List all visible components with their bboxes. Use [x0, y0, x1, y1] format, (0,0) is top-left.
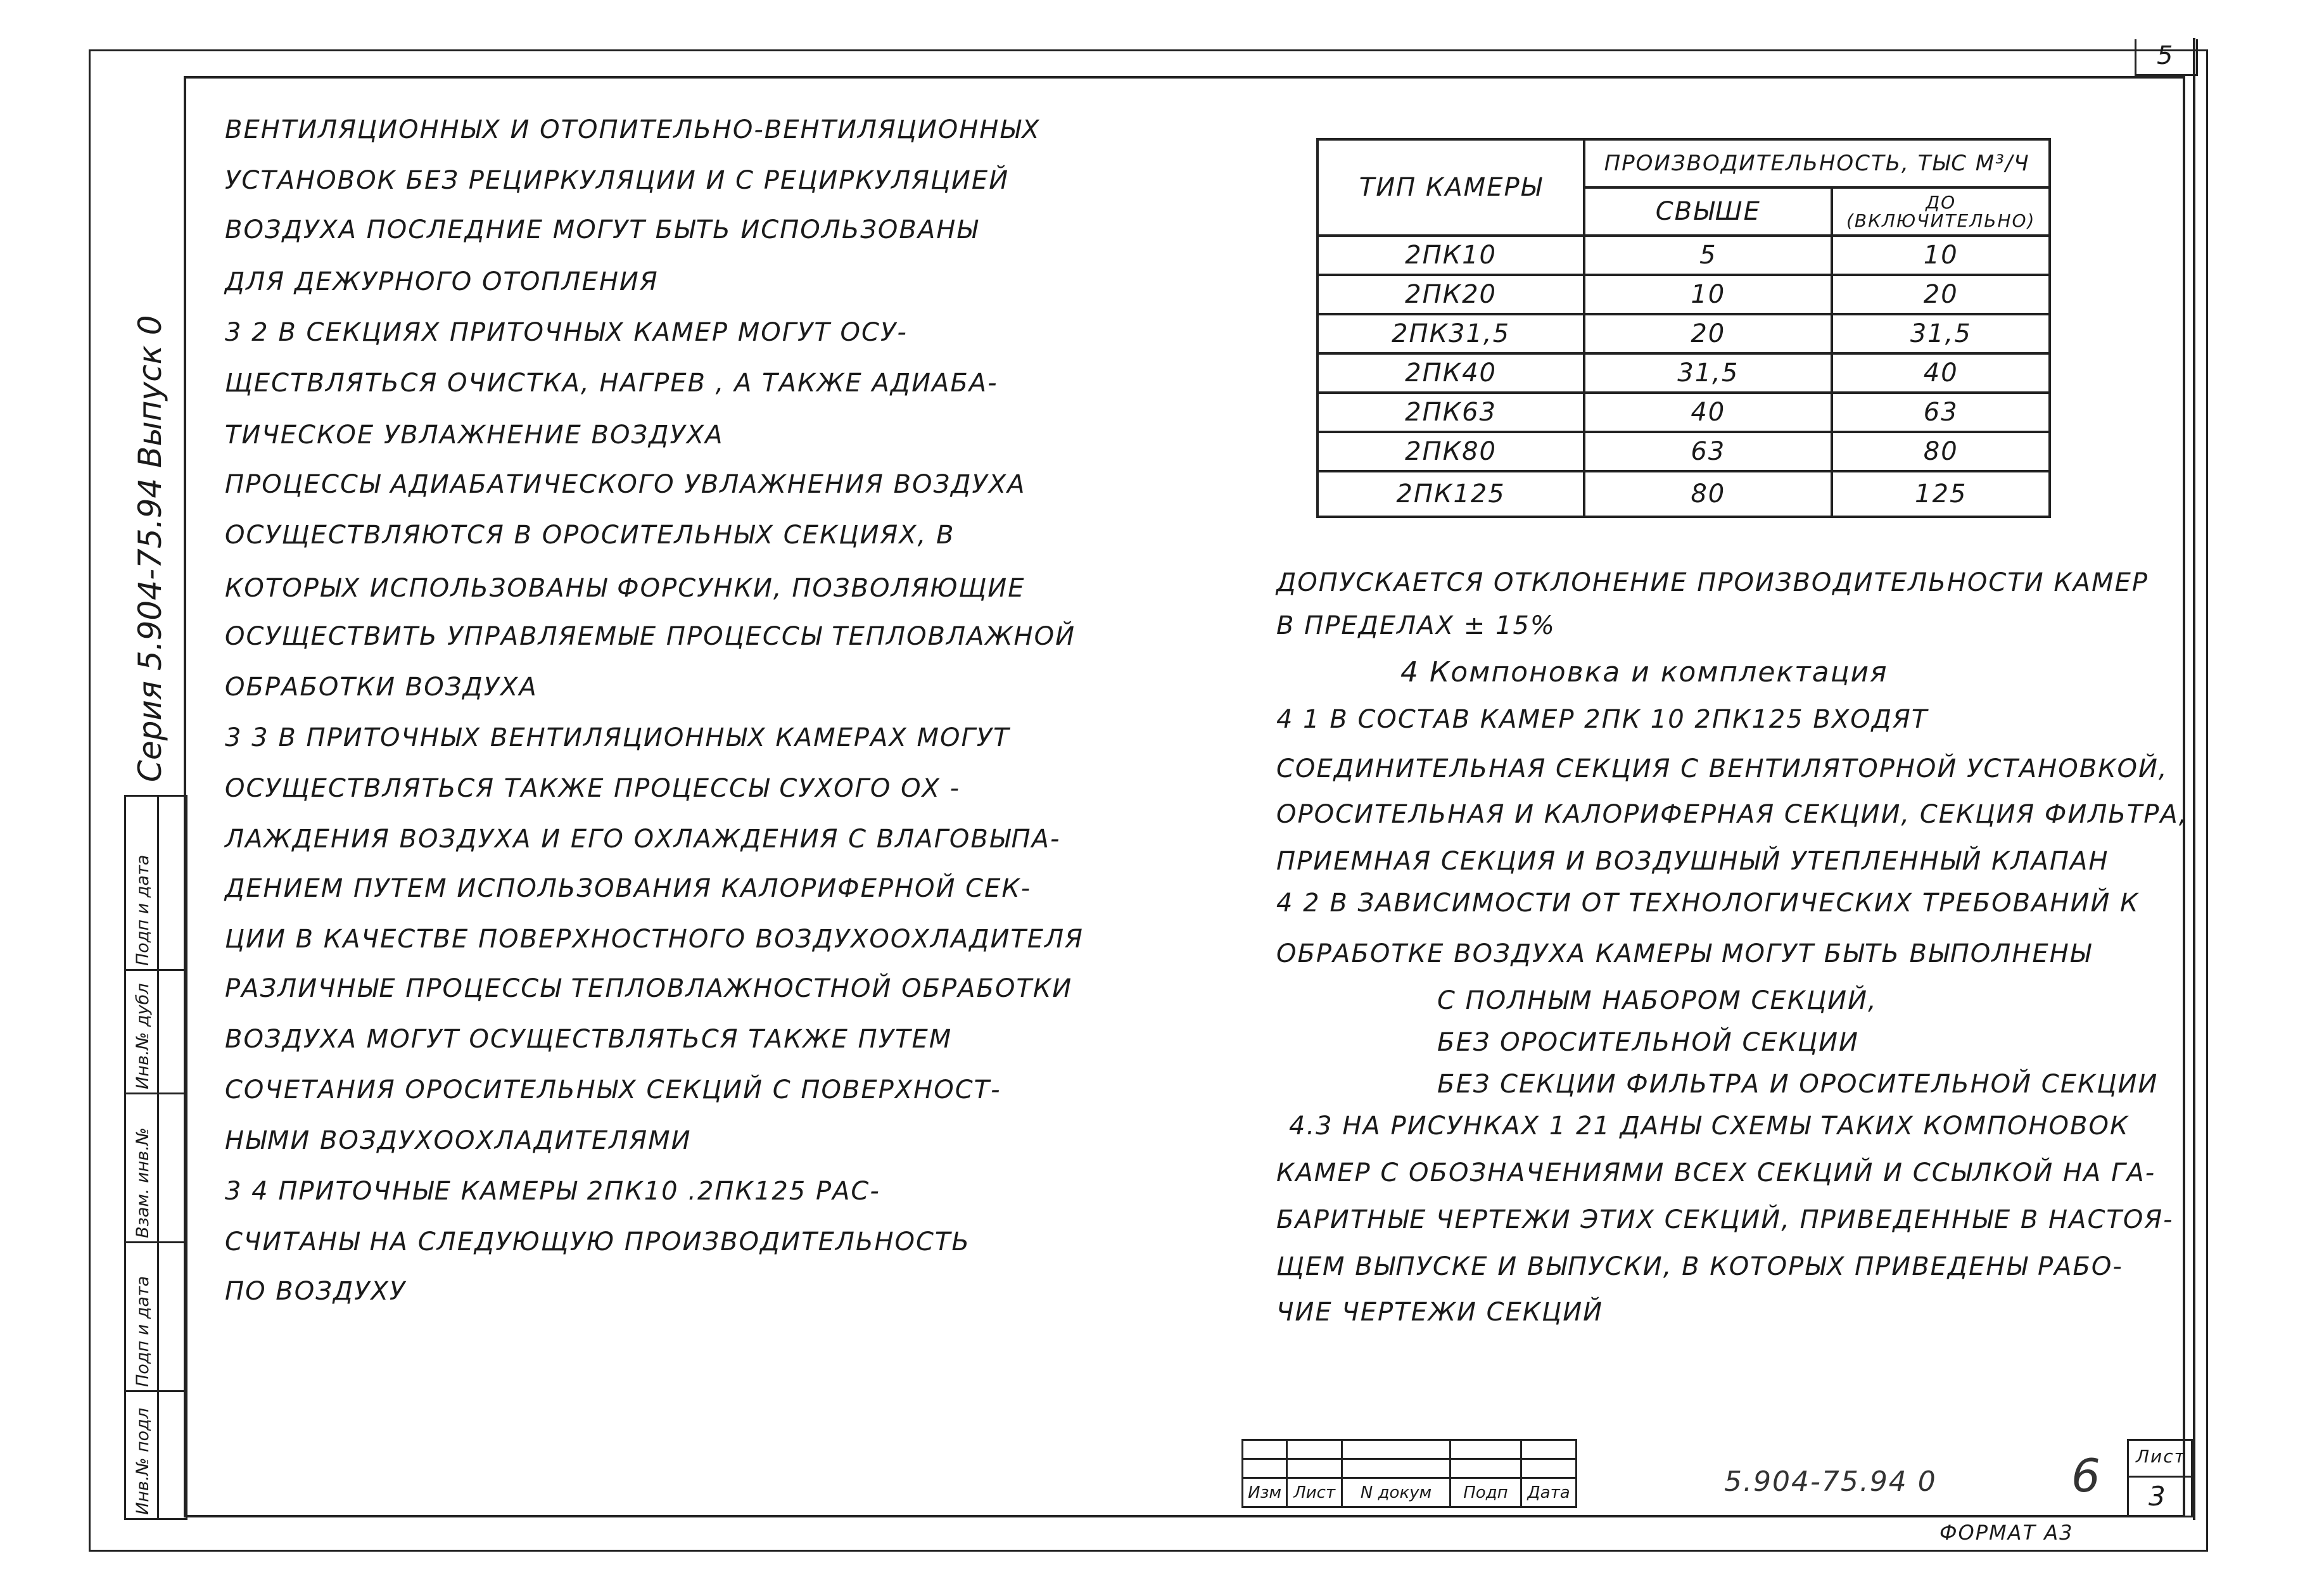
- cell-upto: 80: [1832, 432, 2050, 471]
- text-line: ВЕНТИЛЯЦИОННЫХ И ОТОПИТЕЛЬНО-ВЕНТИЛЯЦИОННЫХ: [225, 115, 1041, 144]
- cell-upto: 40: [1832, 353, 2050, 393]
- text-line: РАЗЛИЧНЫЕ ПРОЦЕССЫ ТЕПЛОВЛАЖНОСТНОЙ ОБРАБОТКИ: [225, 974, 1073, 1003]
- text-line: ОБРАБОТКЕ ВОЗДУХА КАМЕРЫ МОГУТ БЫТЬ ВЫПОЛНЕНЫ: [1276, 939, 2092, 968]
- col-label-date: Дата: [1521, 1478, 1577, 1507]
- series-designation: Серия 5.904-75.94 Выпуск 0: [132, 315, 168, 782]
- section-heading: 4 Компоновка и комплектация: [1400, 656, 1888, 688]
- text-line: БЕЗ СЕКЦИИ ФИЛЬТРА И ОРОСИТЕЛЬНОЙ СЕКЦИИ: [1437, 1070, 2159, 1099]
- cell-upto: 20: [1832, 275, 2050, 314]
- capacity-table: [1316, 138, 2051, 518]
- text-line: ЩЕМ ВЫПУСКЕ И ВЫПУСКИ, В КОТОРЫХ ПРИВЕДЕНЫ РАБО-: [1276, 1252, 2123, 1281]
- text-line: ПО ВОЗДУХУ: [225, 1277, 407, 1306]
- stamp-field-sign-date: Подп и дата: [133, 854, 153, 966]
- format-label: ФОРМАТ А3: [1939, 1521, 2074, 1545]
- col-label-doc-number: N докум: [1342, 1478, 1451, 1507]
- text-line: ОСУЩЕСТВИТЬ УПРАВЛЯЕМЫЕ ПРОЦЕССЫ ТЕПЛОВЛАЖНОЙ: [225, 622, 1076, 651]
- text-line: ТИЧЕСКОЕ УВЛАЖНЕНИЕ ВОЗДУХА: [225, 421, 724, 450]
- table-row: [1317, 353, 2050, 393]
- cell-type: 2ПК63: [1317, 393, 1584, 432]
- sheet-label: Лист: [2136, 1446, 2186, 1467]
- text-line: В ПРЕДЕЛАХ ± 15%: [1276, 611, 1556, 640]
- cell-over: 63: [1584, 432, 1832, 471]
- header-upto: [1832, 187, 2050, 236]
- cell-over: 31,5: [1584, 353, 1832, 393]
- cell-upto: 125: [1832, 471, 2050, 517]
- text-line: НЫМИ ВОЗДУХООХЛАДИТЕЛЯМИ: [225, 1126, 692, 1155]
- sheet-number: 3: [2149, 1481, 2167, 1512]
- table-row: [1317, 471, 2050, 517]
- stamp-field-original-inventory: Инв.№ подл: [133, 1407, 153, 1515]
- text-line: С ПОЛНЫМ НАБОРОМ СЕКЦИЙ,: [1437, 986, 1877, 1015]
- side-stamp-row-line: [124, 1241, 187, 1243]
- cell-over: 40: [1584, 393, 1832, 432]
- text-line: ДЕНИЕМ ПУТЕМ ИСПОЛЬЗОВАНИЯ КАЛОРИФЕРНОЙ СЕК-: [225, 874, 1032, 903]
- cell-type: 2ПК40: [1317, 353, 1584, 393]
- col-label-change: Изм: [1243, 1478, 1287, 1507]
- table-row: [1317, 393, 2050, 432]
- cell-upto: 31,5: [1832, 314, 2050, 353]
- right-edge-line: [2193, 38, 2195, 1520]
- text-line: ДОПУСКАЕТСЯ ОТКЛОНЕНИЕ ПРОИЗВОДИТЕЛЬНОСТИ КАМЕР: [1276, 568, 2149, 597]
- text-line: 3 4 ПРИТОЧНЫЕ КАМЕРЫ 2ПК10 .2ПК125 РАС-: [225, 1177, 880, 1206]
- side-stamp-row-line: [124, 1390, 187, 1392]
- cell-upto: 63: [1832, 393, 2050, 432]
- text-line: СЧИТАНЫ НА СЛЕДУЮЩУЮ ПРОИЗВОДИТЕЛЬНОСТЬ: [225, 1227, 970, 1257]
- text-line: БАРИТНЫЕ ЧЕРТЕЖИ ЭТИХ СЕКЦИЙ, ПРИВЕДЕННЫЕ В НАСТОЯ-: [1276, 1205, 2174, 1234]
- text-line: ЩЕСТВЛЯТЬСЯ ОЧИСТКА, НАГРЕВ , А ТАКЖЕ АДИАБА-: [225, 369, 998, 398]
- cell-over: 80: [1584, 471, 1832, 517]
- table-row: [1317, 432, 2050, 471]
- text-line: КОТОРЫХ ИСПОЛЬЗОВАНЫ ФОРСУНКИ, ПОЗВОЛЯЮЩИЕ: [225, 574, 1025, 603]
- side-stamp-row-line: [124, 969, 187, 971]
- text-line: 4.3 НА РИСУНКАХ 1 21 ДАНЫ СХЕМЫ ТАКИХ КОМПОНОВОК: [1289, 1112, 2130, 1141]
- text-line: ВОЗДУХА МОГУТ ОСУЩЕСТВЛЯТЬСЯ ТАКЖЕ ПУТЕМ: [225, 1025, 953, 1054]
- text-line: КАМЕР С ОБОЗНАЧЕНИЯМИ ВСЕХ СЕКЦИЙ И ССЫЛКОЙ НА ГА-: [1276, 1158, 2156, 1188]
- side-stamp-row-line: [124, 1092, 187, 1094]
- text-line: ЧИЕ ЧЕРТЕЖИ СЕКЦИЙ: [1276, 1298, 1604, 1327]
- cell-over: 10: [1584, 275, 1832, 314]
- text-line: ОБРАБОТКИ ВОЗДУХА: [225, 673, 538, 702]
- header-over: СВЫШЕ: [1584, 187, 1832, 236]
- text-line: ВОЗДУХА ПОСЛЕДНИЕ МОГУТ БЫТЬ ИСПОЛЬЗОВАНЫ: [225, 215, 979, 244]
- text-line: ПРИЕМНАЯ СЕКЦИЯ И ВОЗДУШНЫЙ УТЕПЛЕННЫЙ КЛАПАН: [1276, 847, 2109, 876]
- table-row: [1317, 236, 2050, 275]
- col-label-sheet: Лист: [1287, 1478, 1342, 1507]
- cell-type: 2ПК10: [1317, 236, 1584, 275]
- cell-upto: 10: [1832, 236, 2050, 275]
- text-line: ОСУЩЕСТВЛЯЮТСЯ В ОРОСИТЕЛЬНЫХ СЕКЦИЯХ, В: [225, 521, 955, 550]
- cell-over: 5: [1584, 236, 1832, 275]
- issue-mark: 6: [2071, 1449, 2102, 1502]
- cell-type: 2ПК80: [1317, 432, 1584, 471]
- revision-table: [1241, 1439, 1577, 1508]
- text-line: 4 2 В ЗАВИСИМОСТИ ОТ ТЕХНОЛОГИЧЕСКИХ ТРЕБОВАНИЙ К: [1276, 889, 2140, 918]
- header-upto-line1: ДО: [1926, 191, 1957, 213]
- text-line: УСТАНОВОК БЕЗ РЕЦИРКУЛЯЦИИ И С РЕЦИРКУЛЯЦИЕЙ: [225, 166, 1010, 195]
- header-upto-line2: (ВКЛЮЧИТЕЛЬНО): [1846, 210, 2036, 231]
- side-stamp-divider: [157, 795, 159, 1520]
- document-designation: 5.904-75.94 0: [1724, 1466, 1937, 1498]
- text-line: СОЧЕТАНИЯ ОРОСИТЕЛЬНЫХ СЕКЦИЙ С ПОВЕРХНОСТ-: [225, 1075, 1001, 1105]
- text-line: ЛАЖДЕНИЯ ВОЗДУХА И ЕГО ОХЛАЖДЕНИЯ С ВЛАГОВЫПА-: [225, 825, 1061, 854]
- sheet-number-divider: [2127, 1476, 2193, 1478]
- cell-over: 20: [1584, 314, 1832, 353]
- sheet-corner-number: 5: [2157, 41, 2174, 70]
- col-label-signature: Подп: [1450, 1478, 1521, 1507]
- text-line: ОРОСИТЕЛЬНАЯ И КАЛОРИФЕРНАЯ СЕКЦИИ, СЕКЦИЯ ФИЛЬТРА,: [1276, 800, 2188, 829]
- stamp-field-dup-inventory: Инв.№ дубл: [133, 983, 153, 1089]
- header-camera-type: ТИП КАМЕРЫ: [1317, 139, 1584, 236]
- cell-type: 2ПК31,5: [1317, 314, 1584, 353]
- text-line: ПРОЦЕССЫ АДИАБАТИЧЕСКОГО УВЛАЖНЕНИЯ ВОЗДУХА: [225, 470, 1026, 499]
- text-line: ОСУЩЕСТВЛЯТЬСЯ ТАКЖЕ ПРОЦЕССЫ СУХОГО ОХ -: [225, 774, 961, 803]
- cell-type: 2ПК125: [1317, 471, 1584, 517]
- table-row: [1317, 314, 2050, 353]
- text-line: СОЕДИНИТЕЛЬНАЯ СЕКЦИЯ С ВЕНТИЛЯТОРНОЙ УСТАНОВКОЙ,: [1276, 754, 2168, 783]
- text-line: ДЛЯ ДЕЖУРНОГО ОТОПЛЕНИЯ: [225, 267, 659, 296]
- table-row: [1317, 275, 2050, 314]
- stamp-field-sign-date-2: Подп и дата: [133, 1276, 153, 1387]
- text-line: БЕЗ ОРОСИТЕЛЬНОЙ СЕКЦИИ: [1437, 1028, 1859, 1057]
- header-capacity: ПРОИЗВОДИТЕЛЬНОСТЬ, ТЫС М³/Ч: [1584, 139, 2050, 187]
- stamp-field-replace-inventory: Взам. инв.№: [133, 1127, 153, 1238]
- text-line: 3 2 В СЕКЦИЯХ ПРИТОЧНЫХ КАМЕР МОГУТ ОСУ-: [225, 318, 908, 347]
- text-line: 3 3 В ПРИТОЧНЫХ ВЕНТИЛЯЦИОННЫХ КАМЕРАХ МОГУТ: [225, 723, 1010, 752]
- cell-type: 2ПК20: [1317, 275, 1584, 314]
- text-line: 4 1 В СОСТАВ КАМЕР 2ПК 10 2ПК125 ВХОДЯТ: [1276, 705, 1929, 734]
- text-line: ЦИИ В КАЧЕСТВЕ ПОВЕРХНОСТНОГО ВОЗДУХООХЛАДИТЕЛЯ: [225, 925, 1084, 954]
